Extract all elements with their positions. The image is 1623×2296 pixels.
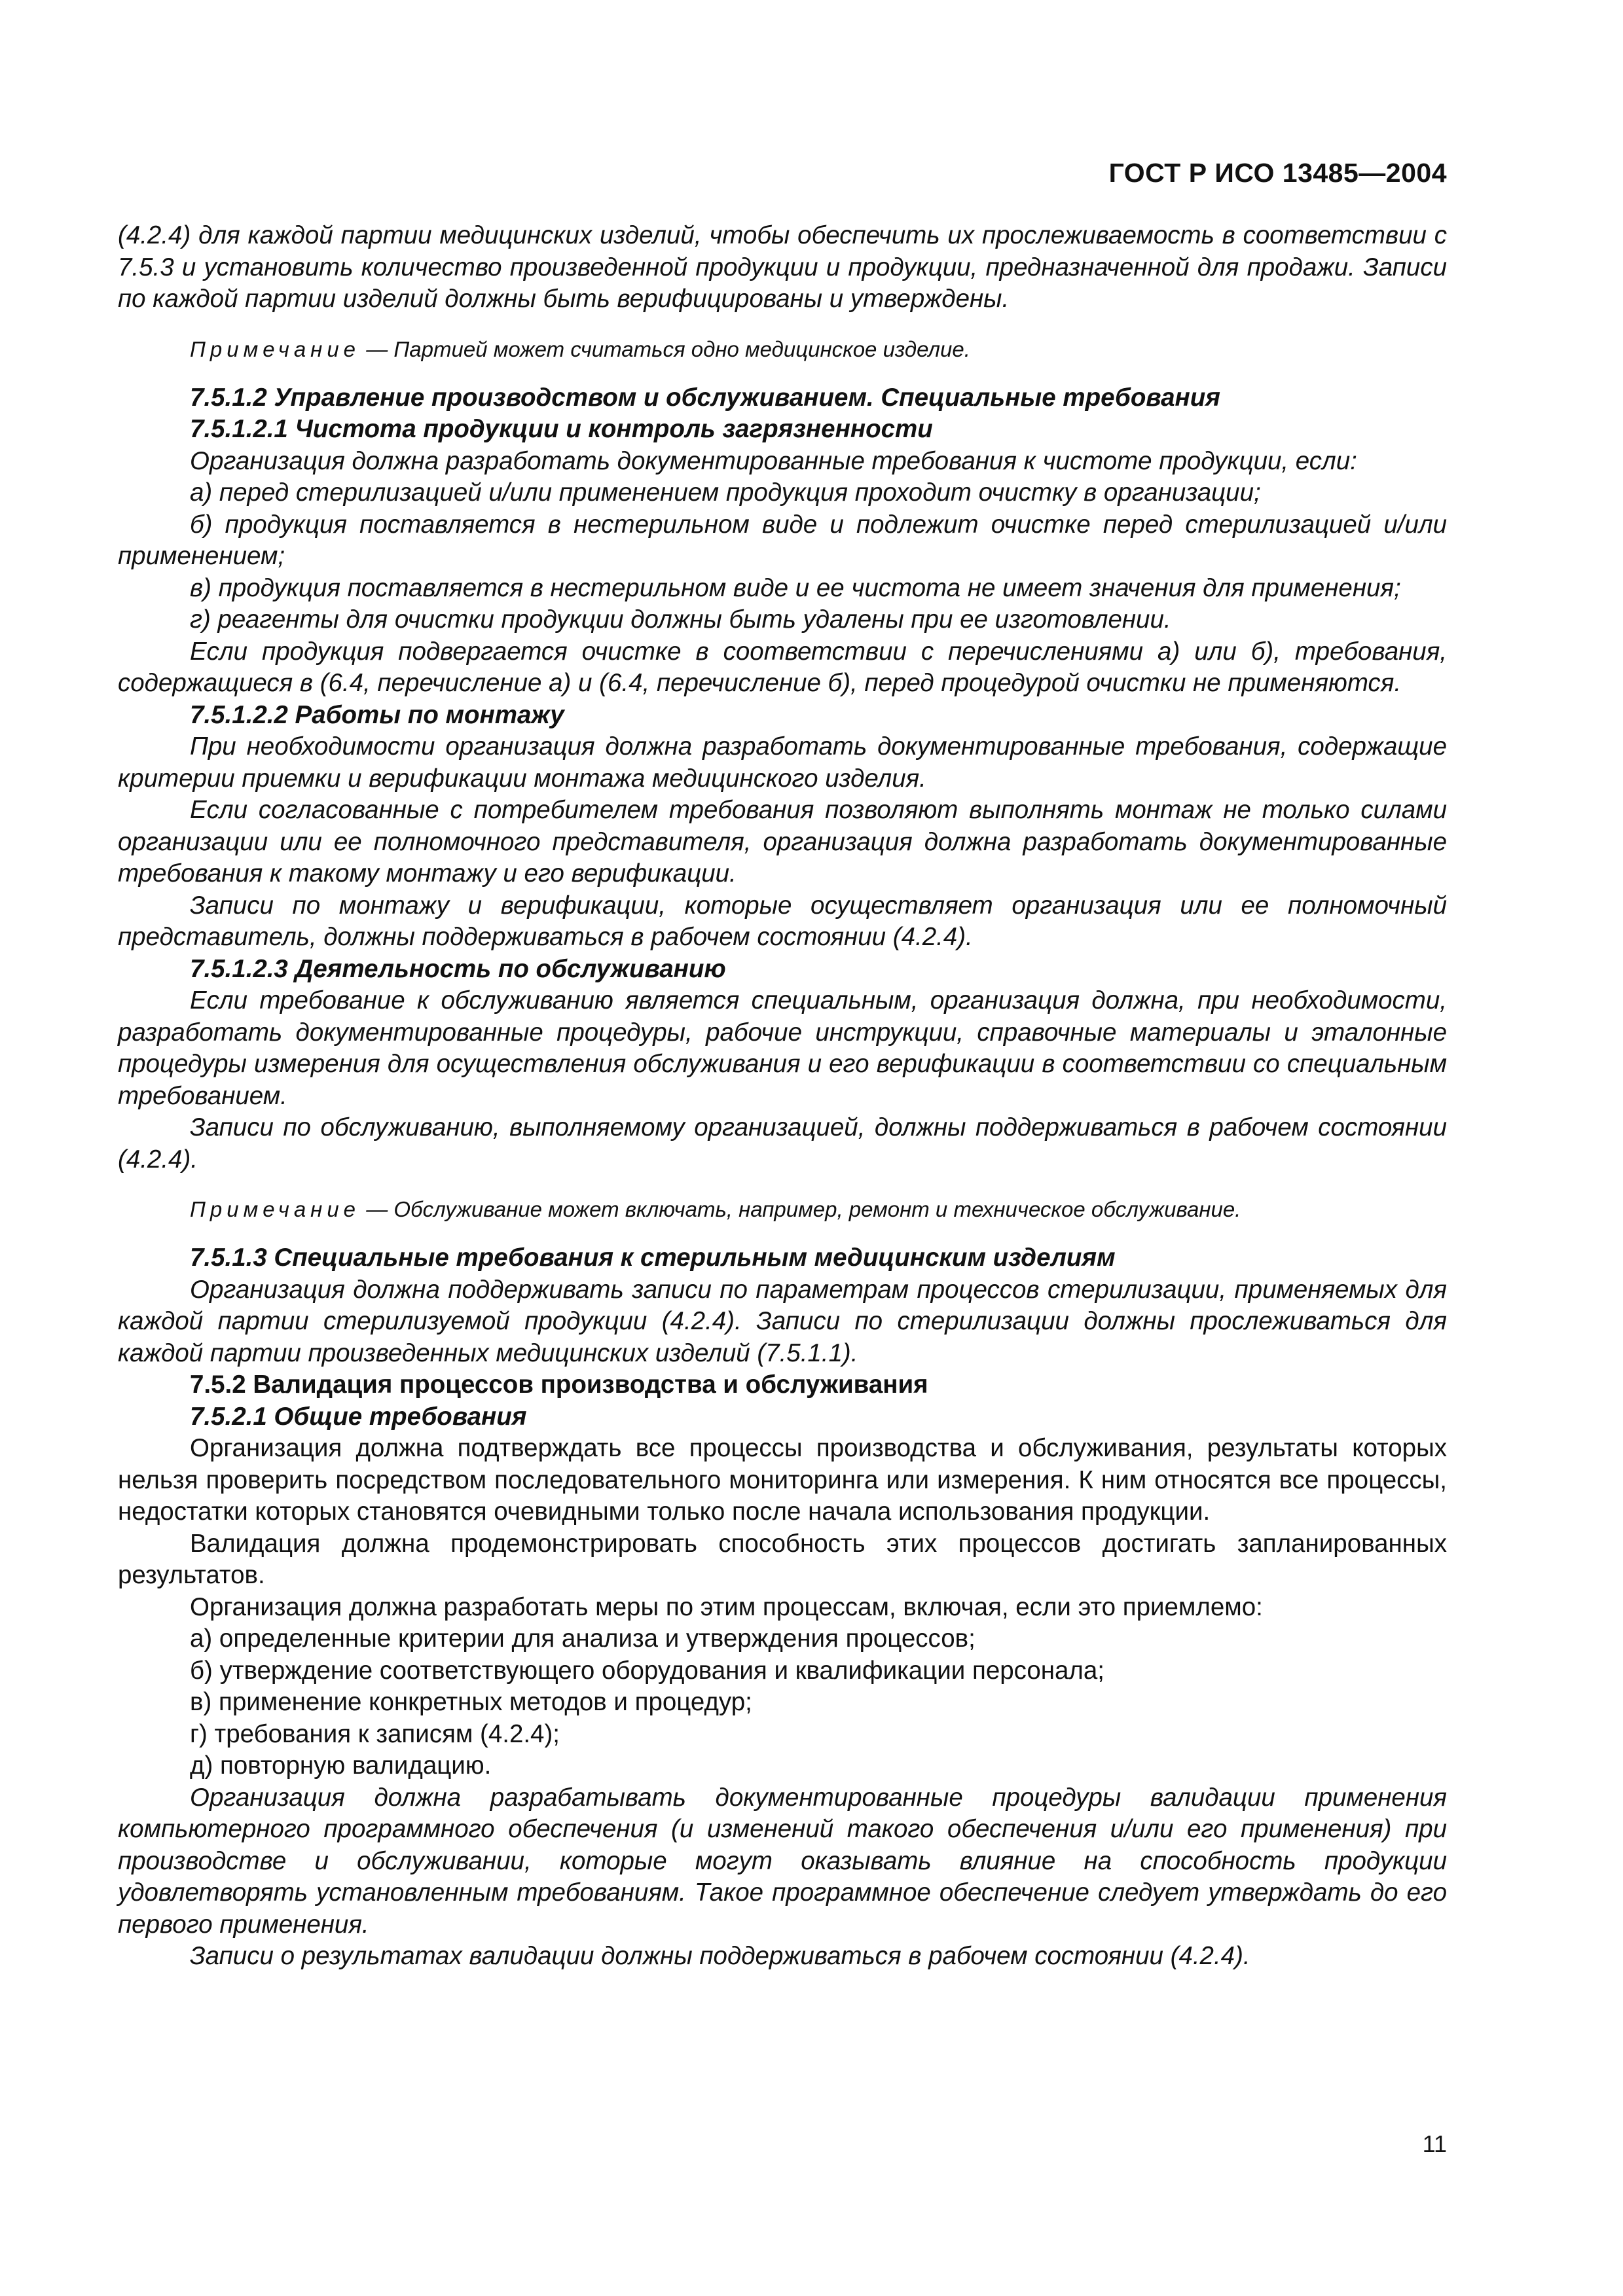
paragraph-installation-2: Если согласованные с потребителем требования позволяют выполнять монтаж не только силами организации или ее полномочного представителя, организация должна разработать документированные требования к такому монтажу и его верификации. [118,796,1447,888]
paragraph-validation-2: Валидация должна продемонстрировать способность этих процессов достигать запланированных результатов. [118,1529,1447,1589]
heading-7-5-1-2-2: 7.5.1.2.2 Работы по монтажу [190,700,564,729]
list-item-cleanliness-v: в) продукция поставляется в нестерильном виде и ее чистота не имеет значения для применения; [190,573,1401,602]
page-number: 11 [1422,2130,1447,2157]
note-label: Примечание [190,1197,361,1221]
list-item-cleanliness-a: а) перед стерилизацией и/или применением продукция проходит очистку в организации; [190,478,1261,507]
paragraph-sterile: Организация должна поддерживать записи по параметрам процессов стерилизации, применяемых для каждой партии стерилизуемой продукции (4.2.4). Записи по стерилизации должны прослеживаться для каждой партии произведенных медицинских изделий (7.5.1.1). [118,1275,1447,1367]
paragraph-validation-3: Организация должна разработать меры по этим процессам, включая, если это приемлемо: [190,1592,1263,1621]
list-item-validation-a: а) определенные критерии для анализа и утверждения процессов; [190,1624,976,1653]
note-servicing [118,1195,1447,1224]
document-header: ГОСТ Р ИСО 13485—2004 [1108,158,1447,188]
note-text: — Партией может считаться одно медицинское изделие. [366,336,970,361]
paragraph-installation-1: При необходимости организация должна разработать документированные требования, содержащие критерии приемки и верификации монтажа медицинского изделия. [118,732,1447,793]
list-item-cleanliness-b: б) продукция поставляется в нестерильном виде и подлежит очистке перед стерилизацией и/или применением; [118,510,1447,570]
list-item-cleanliness-g: г) реагенты для очистки продукции должны быть удалены при ее изготовлении. [190,605,1171,634]
paragraph-installation-3: Записи по монтажу и верификации, которые осуществляет организация или ее полномочный представитель, должны поддерживаться в рабочем состоянии (4.2.4). [118,891,1447,951]
paragraph-software-validation: Организация должна разрабатывать документированные процедуры валидации применения компьютерного программного обеспечения (и изменений такого обеспечения и/или его применения) при производстве и обслуживании, которые могут оказывать влияние на способность продукции удовлетворять установленным требованиям. Такое программное обеспечение следует утверждать до его первого применения. [118,1783,1447,1939]
paragraph-servicing-1: Если требование к обслуживанию является специальным, организация должна, при необходимости, разработать документированные процедуры, рабочие инструкции, справочные материалы и эталонные процедуры измерения для осуществления обслуживания и его верификации в соответствии со специальным требованием. [118,986,1447,1110]
paragraph-validation-1: Организация должна подтверждать все процессы производства и обслуживания, результаты которых нельзя проверить посредством последовательного мониторинга или измерения. К ним относятся все процессы, недостатки которых становятся очевидными только после начала использования продукции. [118,1434,1447,1526]
heading-7-5-1-2-1: 7.5.1.2.1 Чистота продукции и контроль загрязненности [190,415,933,443]
heading-7-5-1-2: 7.5.1.2 Управление производством и обслуживанием. Специальные требования [190,383,1220,412]
note-batch [118,335,1447,364]
paragraph-servicing-2: Записи по обслуживанию, выполняемому организацией, должны поддерживаться в рабочем состоянии (4.2.4). [118,1113,1447,1174]
paragraph-validation-records: Записи о результатах валидации должны поддерживаться в рабочем состоянии (4.2.4). [190,1942,1250,1970]
list-item-validation-d: д) повторную валидацию. [190,1751,492,1780]
list-item-validation-b: б) утверждение соответствующего оборудования и квалификации персонала; [190,1656,1104,1685]
paragraph-cleanliness-end: Если продукция подвергается очистке в соответствии с перечислениями а) или б), требования, содержащиеся в (6.4, перечисление а) и (6.4, перечисление б), перед процедурой очистки не применяются. [118,637,1447,697]
list-item-validation-g: г) требования к записям (4.2.4); [190,1719,560,1748]
page-body [118,220,1447,1973]
heading-7-5-1-2-3: 7.5.1.2.3 Деятельность по обслуживанию [190,954,726,983]
paragraph-cleanliness-intro: Организация должна разработать документированные требования к чистоте продукции, если: [190,446,1357,475]
note-text: — Обслуживание может включать, например, ремонт и техническое обслуживание. [366,1197,1241,1221]
note-label: Примечание [190,336,361,361]
heading-7-5-2: 7.5.2 Валидация процессов производства и обслуживания [190,1371,928,1399]
list-item-validation-v: в) применение конкретных методов и процедур; [190,1688,752,1716]
heading-7-5-1-3: 7.5.1.3 Специальные требования к стерильным медицинским изделиям [190,1244,1116,1272]
heading-7-5-2-1: 7.5.2.1 Общие требования [190,1402,527,1431]
paragraph-batch-records: (4.2.4) для каждой партии медицинских изделий, чтобы обеспечить их прослеживаемость в соответствии с 7.5.3 и установить количество произведенной продукции и продукции, предназначенной для продажи. Записи по каждой партии изделий должны быть верифицированы и утверждены. [118,221,1447,313]
